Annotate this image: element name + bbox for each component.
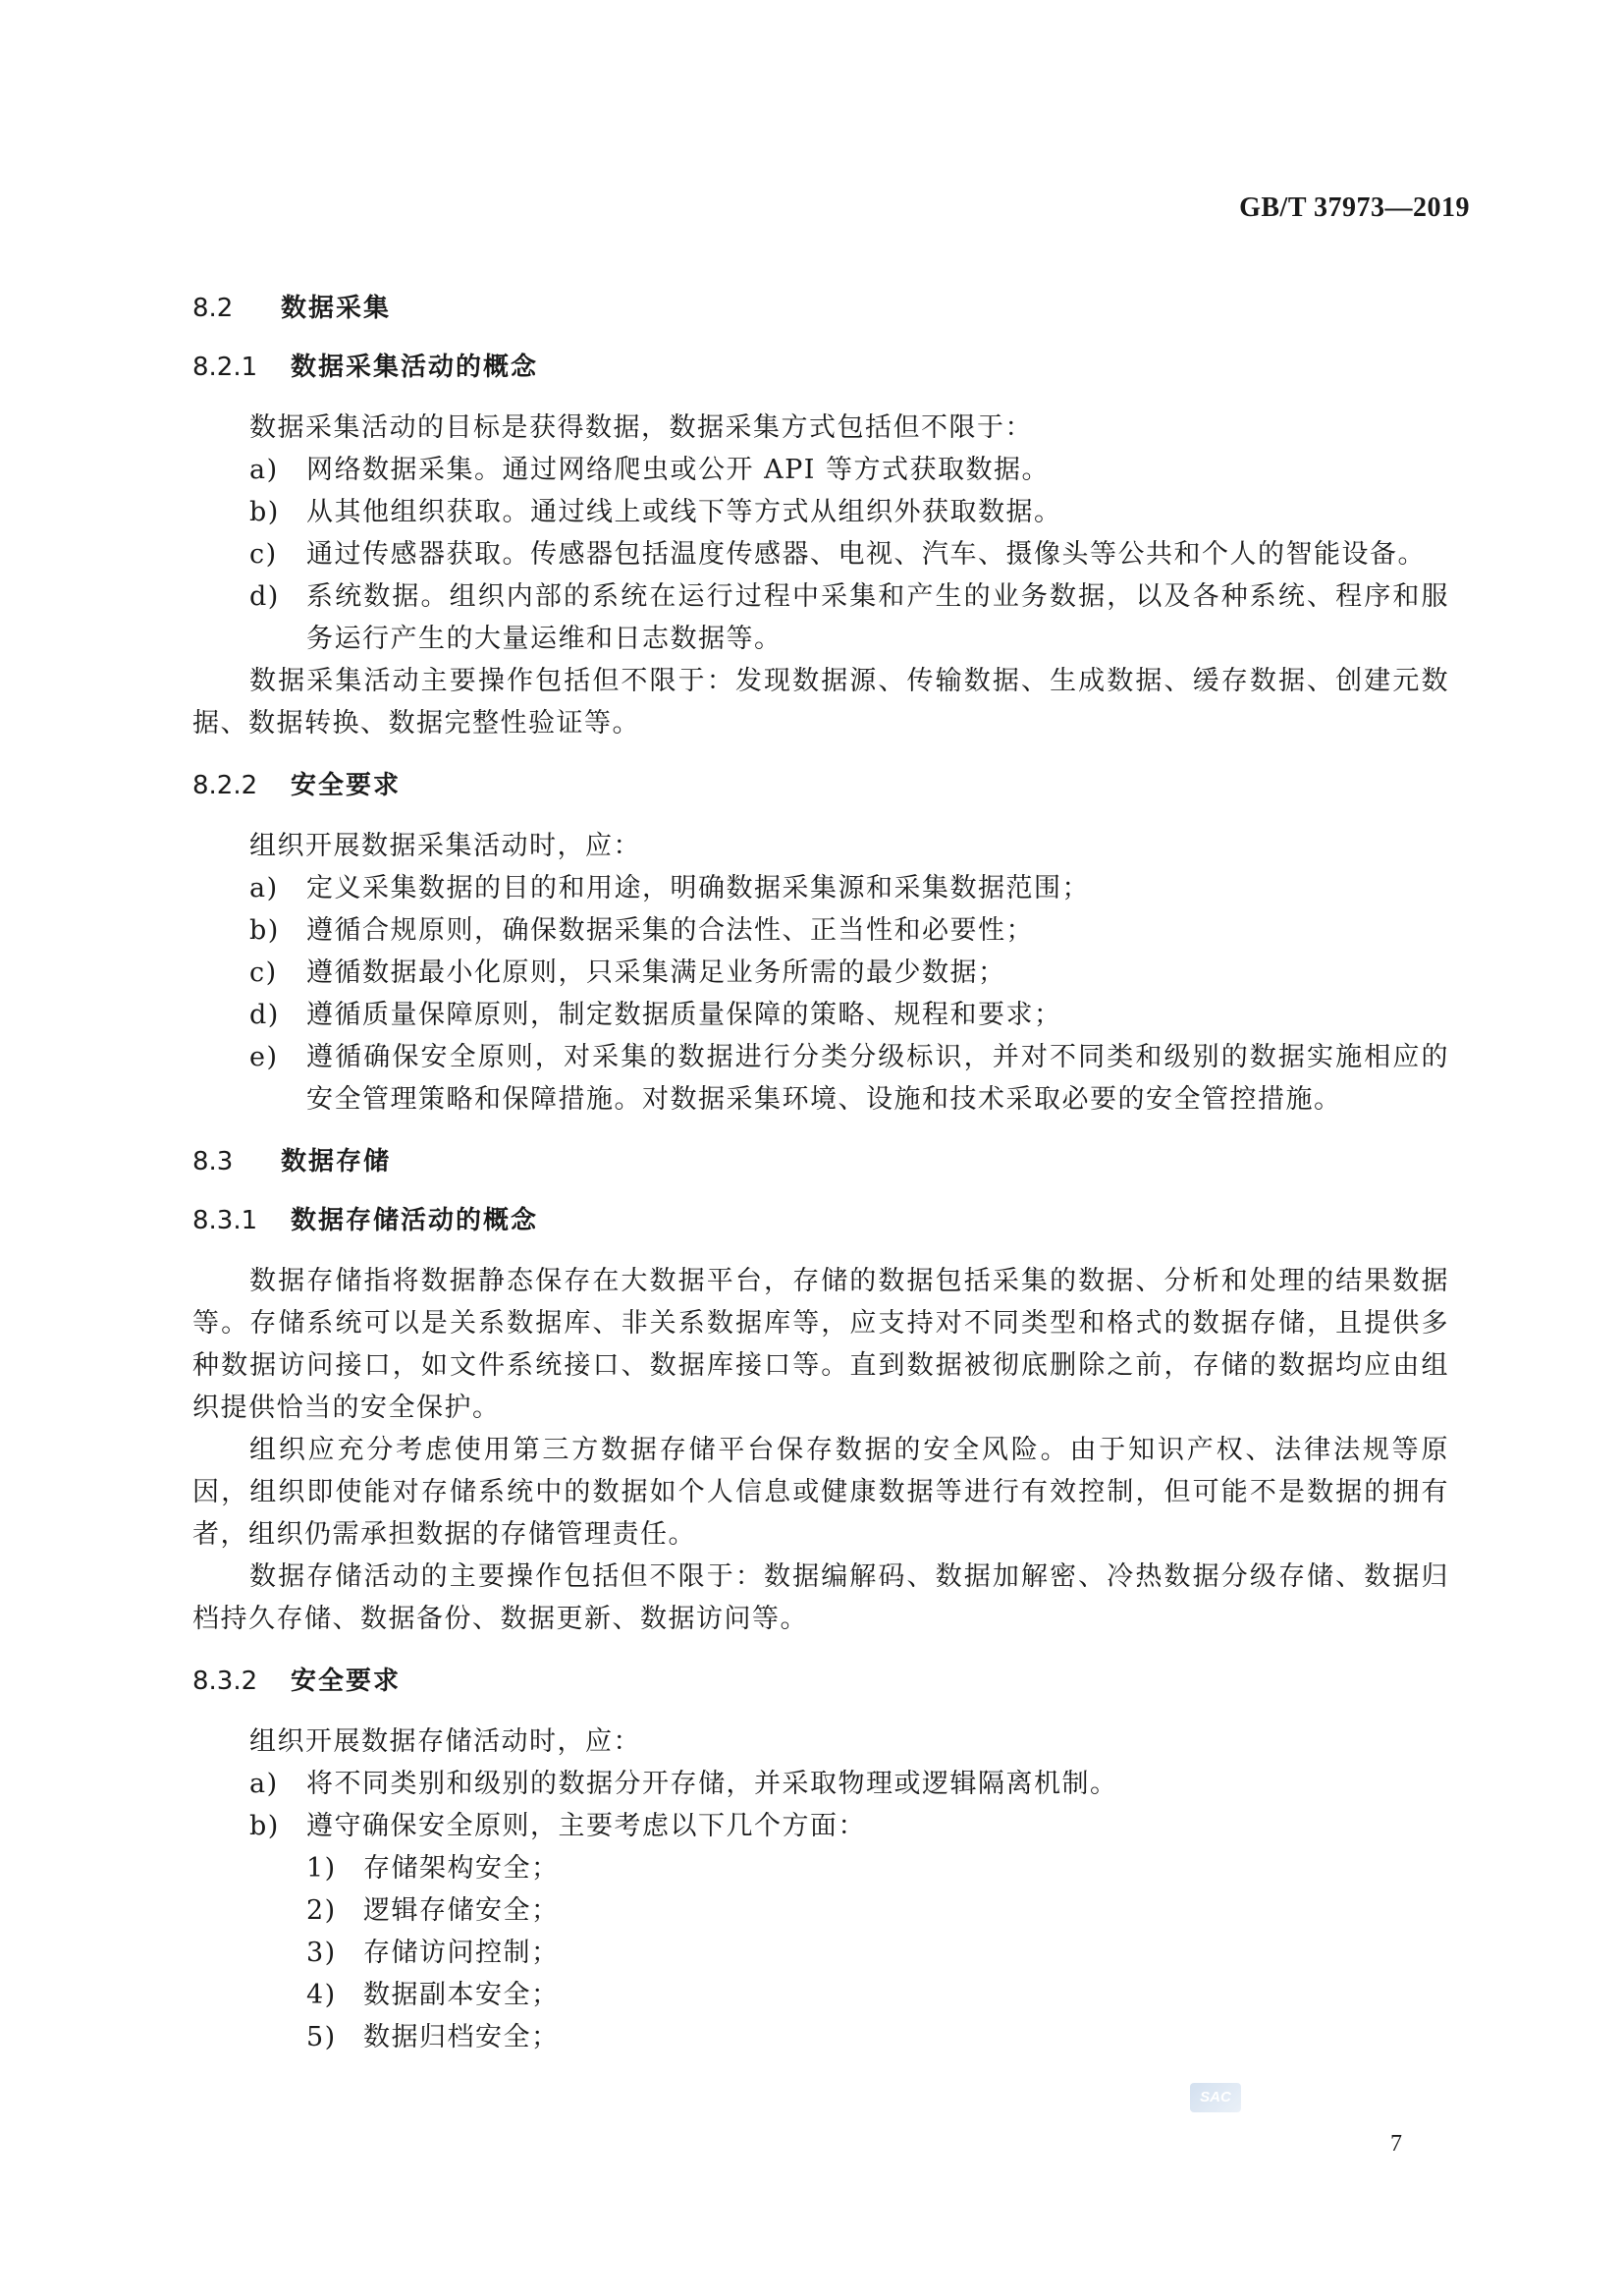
paragraph: 数据采集活动主要操作包括但不限于：发现数据源、传输数据、生成数据、缓存数据、创建元数据、数据转换、数据完整性验证等。 [192,666,1449,738]
sub-list-item: 4) 数据副本安全； [306,1980,560,2010]
list-item: b) 从其他组织获取。通过线上或线下等方式从组织外获取数据。 [249,497,1062,527]
list-item: b) 遵守确保安全原则，主要考虑以下几个方面： [249,1811,866,1841]
list-item: e) 遵循确保安全原则，对采集的数据进行分类分级标识，并对不同类和级别的数据实施相应的安全管理策略和保障措施。对数据采集环境、设施和技术采取必要的安全管控措施。 [249,1042,1449,1115]
sac-watermark-logo: SAC [1190,2083,1241,2112]
paragraph: 组织应充分考虑使用第三方数据存储平台保存数据的安全风险。由于知识产权、法律法规等原因，组织即使能对存储系统中的数据如个人信息或健康数据等进行有效控制，但可能不是数据的拥有者，组织仍需承担数据的存储管理责任。 [192,1435,1449,1550]
list-item: a) 定义采集数据的目的和用途，明确数据采集源和采集数据范围； [249,873,1090,903]
paragraph: 数据存储指将数据静态保存在大数据平台，存储的数据包括采集的数据、分析和处理的结果数据等。存储系统可以是关系数据库、非关系数据库等，应支持对不同类型和格式的数据存储，且提供多种数据访问接口，如文件系统接口、数据库接口等。直到数据被彻底删除之前，存储的数据均应由组织提供恰当的安全保护。 [192,1266,1449,1423]
section-heading-8-3-2: 8.3.2 安全要求 [192,1667,402,1696]
list-item: c) 遵循数据最小化原则，只采集满足业务所需的最少数据； [249,957,1006,988]
sub-list-item: 2) 逻辑存储安全； [306,1895,560,1926]
standard-number: GB/T 37973—2019 [1239,192,1470,223]
list-item: b) 遵循合规原则，确保数据采集的合法性、正当性和必要性； [249,915,1034,946]
section-heading-8-2-2: 8.2.2 安全要求 [192,771,402,800]
paragraph: 数据存储活动的主要操作包括但不限于：数据编解码、数据加解密、冷热数据分级存储、数据归档持久存储、数据备份、数据更新、数据访问等。 [192,1561,1449,1634]
paragraph: 数据采集活动的目标是获得数据，数据采集方式包括但不限于： [249,412,1033,443]
list-item: d) 系统数据。组织内部的系统在运行过程中采集和产生的业务数据，以及各种系统、程序和服务运行产生的大量运维和日志数据等。 [249,581,1449,654]
section-heading-8-3-1: 8.3.1 数据存储活动的概念 [192,1206,539,1235]
page-number: 7 [1390,2131,1402,2157]
section-heading-8-2-1: 8.2.1 数据采集活动的概念 [192,353,539,382]
sub-list-item: 1) 存储架构安全； [306,1853,560,1884]
paragraph: 组织开展数据存储活动时，应： [249,1726,641,1757]
section-heading-8-3: 8.3 数据存储 [192,1147,392,1176]
section-heading-8-2: 8.2 数据采集 [192,294,392,323]
list-item: a) 将不同类别和级别的数据分开存储，并采取物理或逻辑隔离机制。 [249,1769,1118,1799]
list-item: a) 网络数据采集。通过网络爬虫或公开 API 等方式获取数据。 [249,455,1050,485]
paragraph: 组织开展数据采集活动时，应： [249,831,641,861]
list-item: d) 遵循质量保障原则，制定数据质量保障的策略、规程和要求； [249,1000,1062,1030]
document-body [192,289,1449,2058]
sub-list-item: 5) 数据归档安全； [306,2022,560,2052]
list-item: c) 通过传感器获取。传感器包括温度传感器、电视、汽车、摄像头等公共和个人的智能设备。 [249,539,1426,570]
sub-list-item: 3) 存储访问控制； [306,1938,560,1968]
